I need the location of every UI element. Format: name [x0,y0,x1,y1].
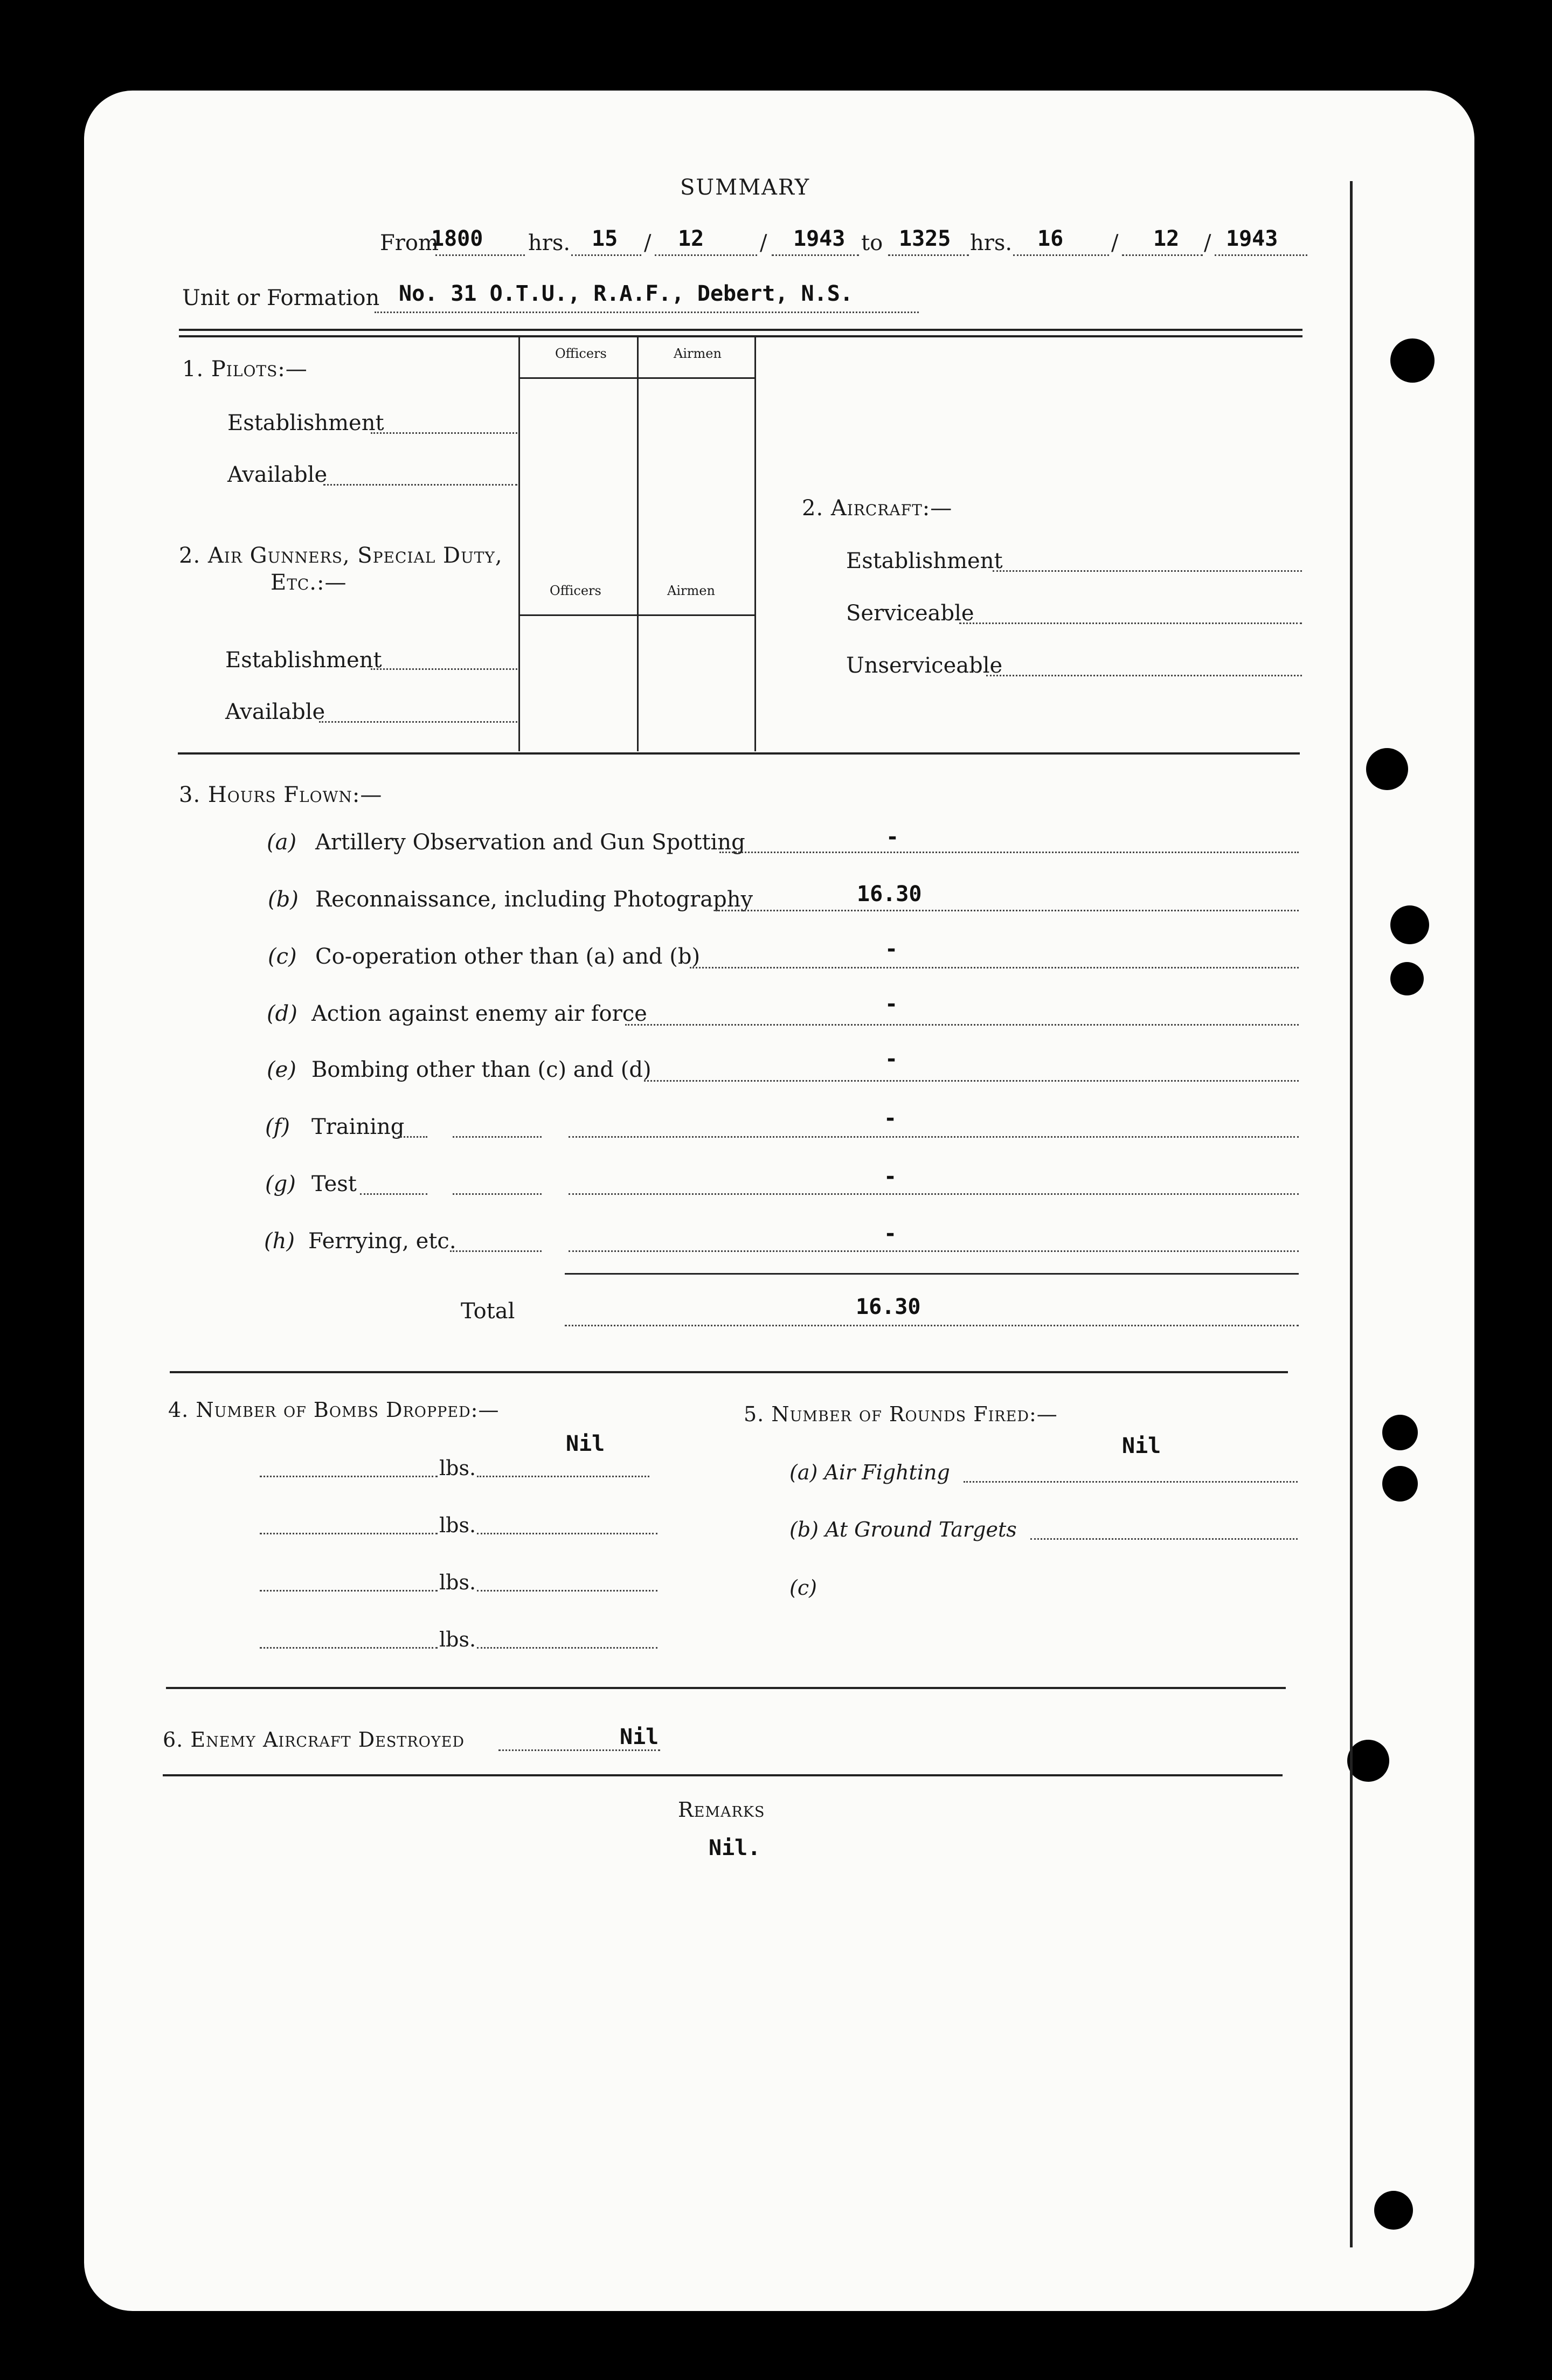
punch-hole [1390,962,1424,995]
from-month: 12 [678,226,704,251]
punch-hole [1390,338,1435,383]
rounds-ground-targets: (b) At Ground Targets [789,1518,1017,1541]
enemy-aircraft-label: 6. Enemy Aircraft Destroyed [163,1728,465,1752]
aircraft-heading: 2. Aircraft:— [802,496,953,521]
unit-label: Unit or Formation [182,286,380,310]
punch-hole [1366,748,1408,790]
rounds-value: Nil [1122,1434,1161,1458]
hours-value-b: 16.30 [857,882,922,907]
col-officers: Officers [555,346,607,361]
from-label: From [380,231,439,255]
rounds-heading: 5. Number of Rounds Fired:— [744,1402,1058,1426]
to-year: 1943 [1226,226,1278,251]
air-gunners-heading-2: Etc.:— [271,570,347,595]
divider [178,752,1300,755]
total-value: 16.30 [856,1295,921,1319]
col-airmen: Airmen [667,583,715,598]
slash: / [1111,231,1119,255]
divider [170,1371,1288,1373]
total-label: Total [461,1299,515,1324]
to-time: 1325 [899,226,951,251]
hours-value-c: - [885,937,898,961]
punch-hole [1382,1415,1418,1450]
punch-hole [1382,1466,1418,1502]
divider [163,1774,1283,1776]
pilots-establishment: Establishment [227,411,384,435]
enemy-aircraft-value: Nil [620,1725,659,1749]
remarks-heading: Remarks [678,1798,765,1822]
from-day: 15 [592,226,618,251]
divider [179,335,1302,337]
from-year: 1943 [793,226,846,251]
hrs-label: hrs. [970,231,1013,255]
bombs-value: Nil [566,1431,605,1456]
margin-rule [1350,181,1353,2247]
to-day: 16 [1037,226,1064,251]
remarks-value: Nil. [709,1836,761,1860]
divider [179,329,1302,331]
divider [166,1687,1286,1689]
to-month: 12 [1153,226,1180,251]
slash: / [644,231,652,255]
punch-hole [1374,2191,1413,2230]
punch-hole [1390,905,1429,944]
punch-hole [1347,1740,1389,1782]
unit-value: No. 31 O.T.U., R.A.F., Debert, N.S. [399,281,853,306]
hours-flown-heading: 3. Hours Flown:— [179,783,383,807]
pilots-available: Available [227,462,328,487]
hours-value-f: - [884,1106,897,1131]
page-title: SUMMARY [680,175,810,200]
hours-value-g: - [884,1164,897,1189]
hours-value-h: - [884,1221,897,1246]
aircraft-serviceable: Serviceable [846,601,974,626]
hours-value-d: - [885,992,898,1016]
aircraft-establishment: Establishment [846,549,1003,573]
air-gunners-establishment: Establishment [225,648,382,673]
col-airmen: Airmen [674,346,722,361]
rounds-air-fighting: (a) Air Fighting [789,1461,950,1484]
air-gunners-available: Available [225,700,325,724]
hours-value-a: - [886,825,899,849]
to-label: to [861,231,883,255]
aircraft-unserviceable: Unserviceable [846,653,1003,678]
bombs-heading: 4. Number of Bombs Dropped:— [168,1398,500,1422]
slash: / [760,231,767,255]
slash: / [1204,231,1211,255]
rounds-other: (c) [789,1576,817,1600]
hrs-label: hrs. [528,231,571,255]
pilots-heading: 1. Pilots:— [182,357,308,382]
from-time: 1800 [431,226,483,251]
hours-value-e: - [885,1047,898,1071]
col-officers: Officers [550,583,601,598]
air-gunners-heading: 2. Air Gunners, Special Duty, [179,543,503,568]
